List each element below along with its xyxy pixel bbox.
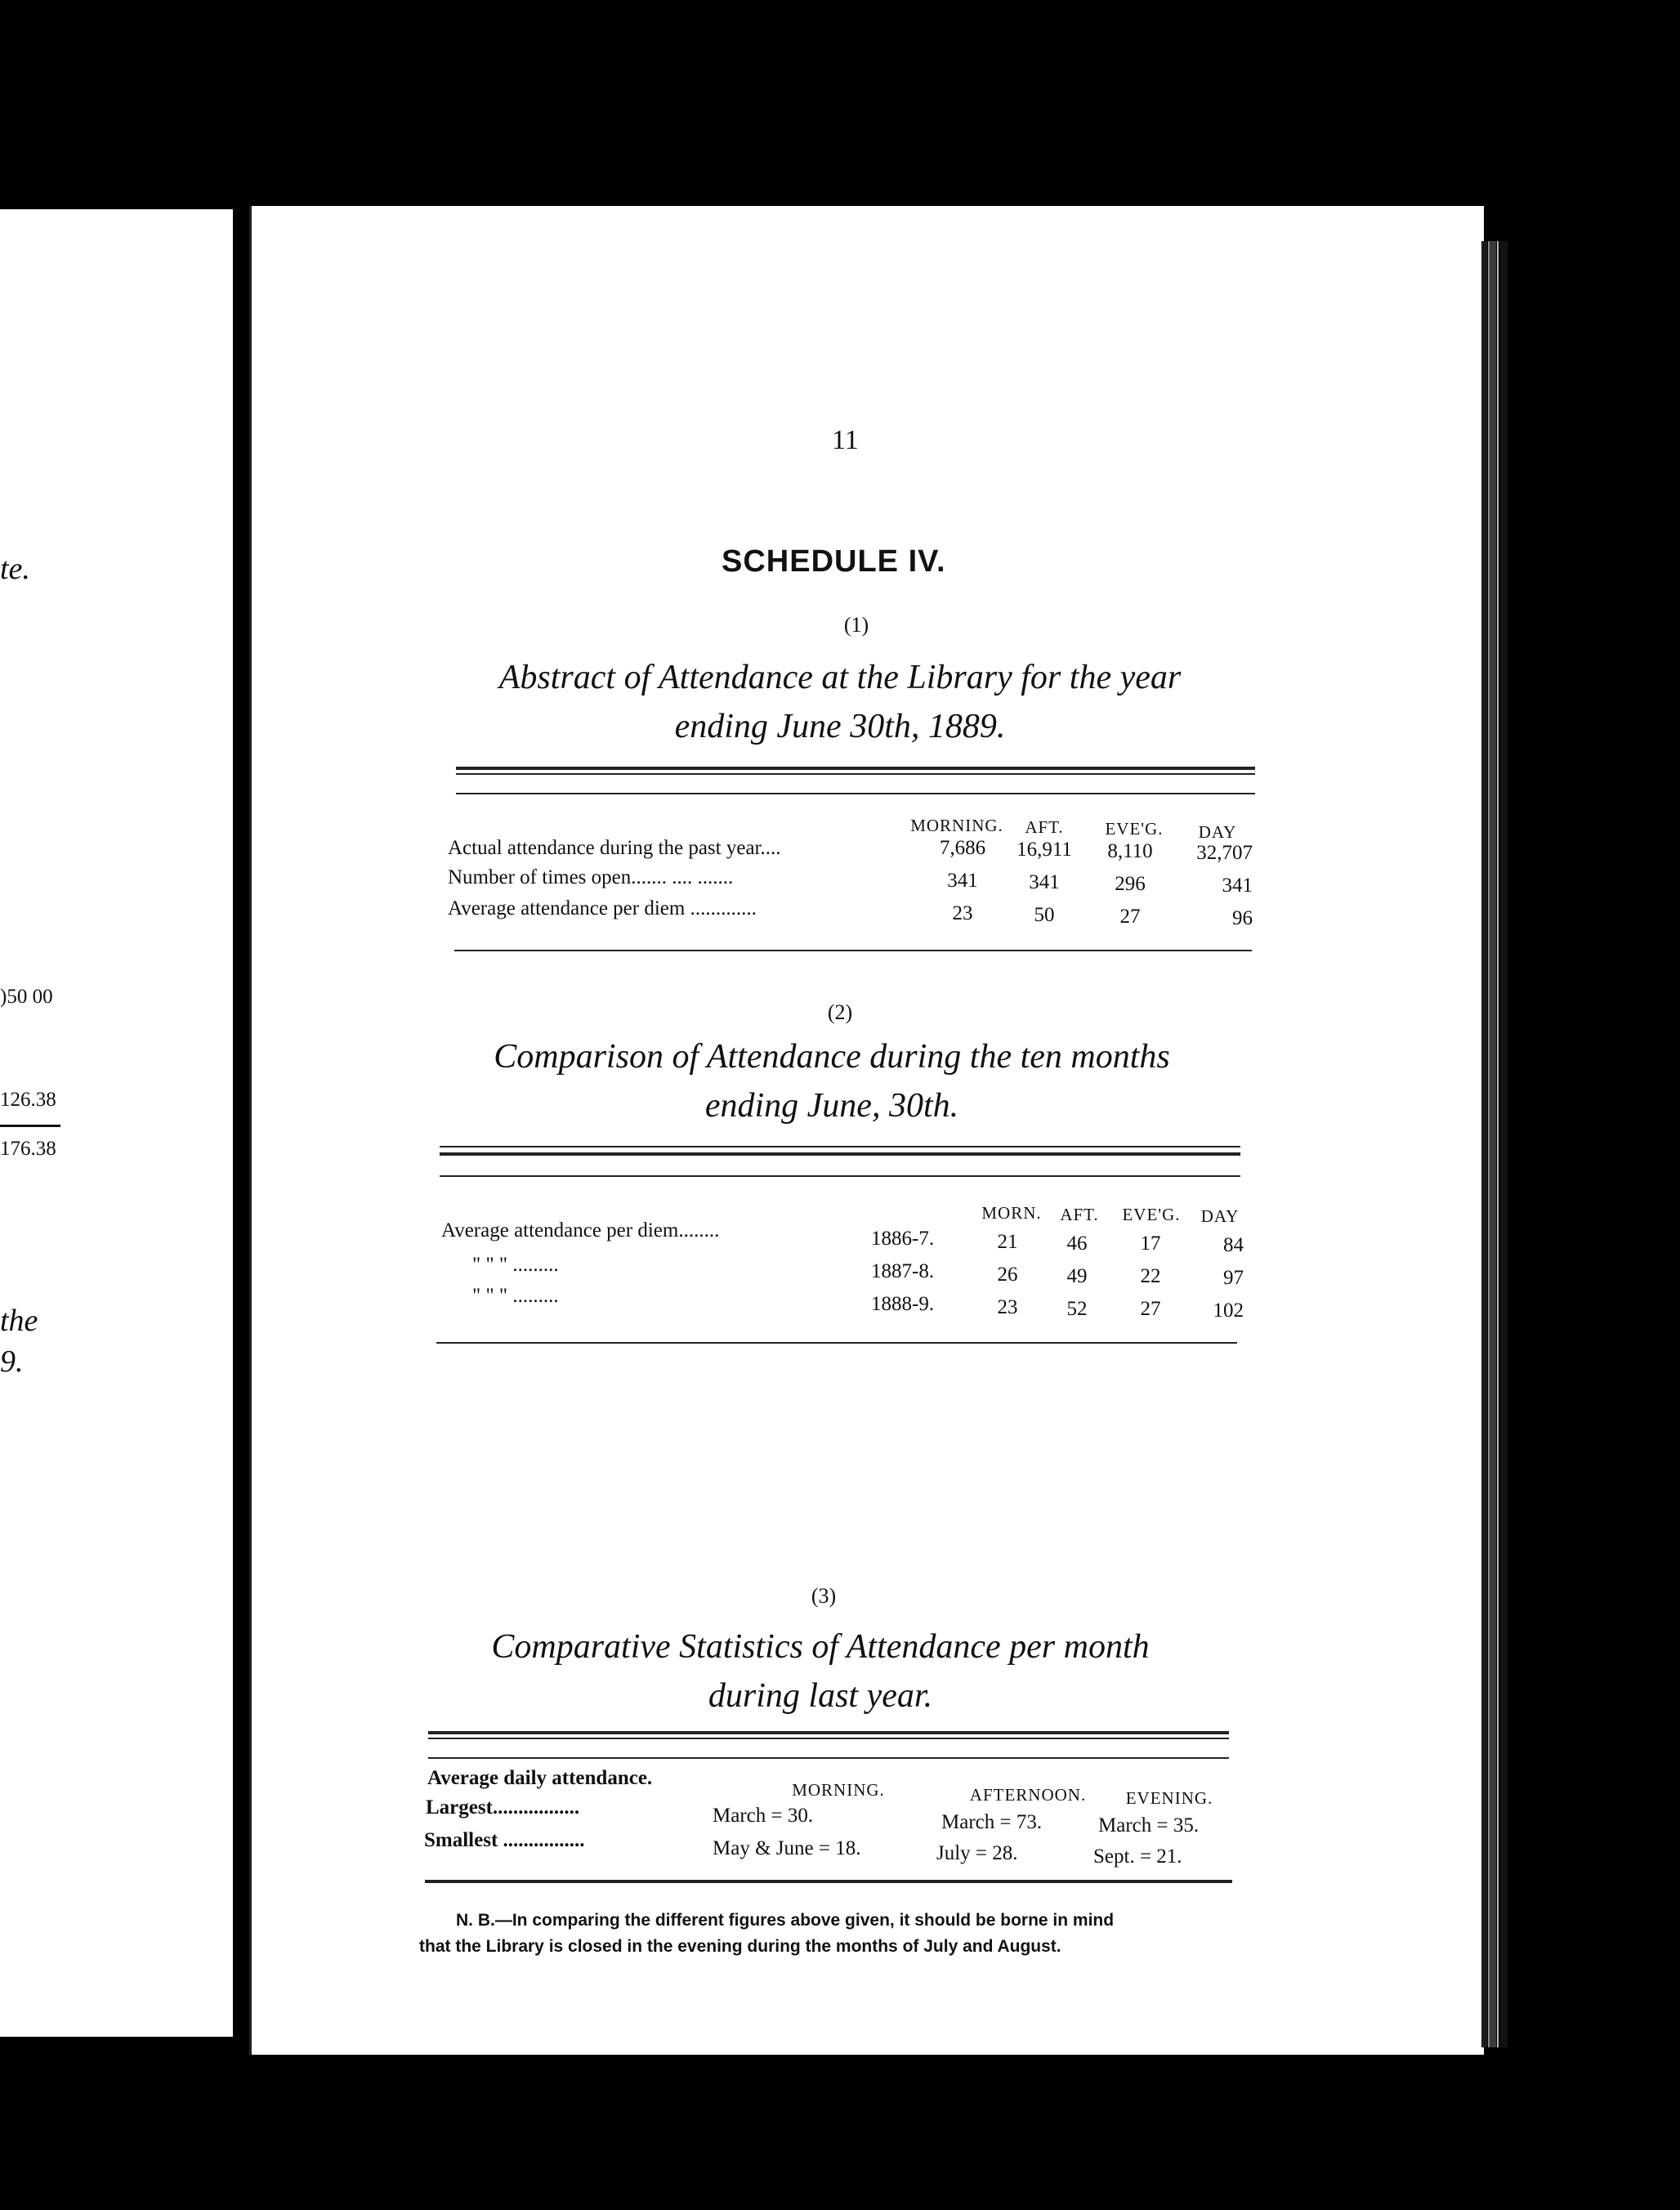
section2-number: (2): [827, 1000, 853, 1024]
section1-cell: 341: [1029, 871, 1060, 893]
book-spine-edge: [1497, 241, 1499, 2047]
section3-cell: July = 28.: [936, 1842, 1018, 1864]
section3-bottom-rule: [425, 1880, 1232, 1883]
right-page: [249, 206, 1484, 2055]
section2-row-year: 1888-9.: [871, 1293, 935, 1315]
section2-cell: 102: [1213, 1300, 1244, 1322]
section2-cell: 27: [1140, 1298, 1161, 1320]
section3-cell: March = 30.: [713, 1805, 814, 1827]
section3-number: (3): [811, 1584, 837, 1608]
section2-cell: 17: [1140, 1232, 1161, 1255]
schedule-heading: SCHEDULE IV.: [722, 544, 946, 579]
section2-row-year: 1887-8.: [871, 1260, 935, 1282]
section1-cell: 8,110: [1107, 840, 1153, 862]
section2-row-label: " " " .........: [472, 1285, 559, 1307]
section1-number: (1): [843, 613, 869, 637]
book-spine-edge: [1490, 241, 1496, 2047]
section2-row-label: " " " .........: [472, 1254, 559, 1276]
page-number: 11: [832, 425, 859, 455]
book-spine-edge: [1481, 241, 1487, 2047]
section2-cell: 22: [1140, 1265, 1161, 1287]
section3-top-rule: [428, 1738, 1229, 1739]
section2-top-rule: [440, 1175, 1240, 1177]
section1-top-rule: [456, 793, 1255, 794]
section1-cell: 341: [1222, 875, 1253, 897]
section1-bottom-rule: [454, 950, 1252, 951]
section1-row-label: Average attendance per diem .............: [448, 897, 757, 919]
section3-cell: March = 35.: [1098, 1814, 1200, 1836]
left-fragment-text: te.: [0, 552, 30, 586]
section1-title-line2: ending June 30th, 1889.: [674, 708, 1006, 745]
section3-cell: May & June = 18.: [713, 1837, 861, 1859]
section2-col-aft: AFT.: [1060, 1205, 1099, 1224]
section1-cell: 50: [1034, 904, 1055, 926]
section3-col-morning: MORNING.: [792, 1780, 885, 1800]
section3-cell: March = 73.: [941, 1811, 1043, 1833]
section2-cell: 23: [997, 1296, 1018, 1318]
section1-cell: 23: [952, 902, 973, 924]
left-page-fragment: [0, 209, 233, 2037]
section2-title-line2: ending June, 30th.: [704, 1087, 959, 1125]
section2-cell: 26: [997, 1264, 1018, 1286]
nota-bene-line1: N. B.—In comparing the different figures above given, it should be borne in mind: [456, 1911, 1115, 1930]
section2-row-label: Average attendance per diem........: [441, 1219, 720, 1241]
section1-top-rule: [456, 767, 1255, 770]
left-fragment-rule: [0, 1125, 60, 1127]
section1-cell: 16,911: [1016, 839, 1072, 861]
section3-row-label: Smallest ................: [424, 1829, 585, 1851]
book-spine-edge: [1499, 241, 1508, 2047]
section3-cell: Sept. = 21.: [1093, 1845, 1182, 1868]
section1-col-morning: MORNING.: [910, 816, 1003, 835]
section2-cell: 52: [1066, 1298, 1088, 1320]
nota-bene-line2: that the Library is closed in the evening during the months of July and August.: [419, 1937, 1061, 1956]
section1-row-label: Actual attendance during the past year....: [448, 837, 781, 859]
section1-cell: 27: [1119, 906, 1141, 928]
section3-top-rule: [428, 1731, 1229, 1734]
section2-cell: 97: [1223, 1267, 1244, 1289]
section2-col-morn: MORN.: [981, 1203, 1042, 1223]
section3-row-label: Largest.................: [426, 1796, 580, 1819]
section3-title-line1: Comparative Statistics of Attendance per month: [491, 1628, 1150, 1666]
section3-row-header: Average daily attendance.: [427, 1767, 653, 1789]
book-gutter: [233, 204, 249, 2043]
section2-bottom-rule: [436, 1342, 1237, 1344]
section2-title-line1: Comparison of Attendance during the ten months: [494, 1038, 1170, 1076]
section1-cell: 296: [1115, 873, 1146, 895]
section1-cell: 96: [1232, 907, 1253, 929]
section3-title-line2: during last year.: [708, 1677, 933, 1715]
section3-col-evening: EVENING.: [1125, 1788, 1213, 1808]
left-fragment-text: 9.: [0, 1344, 24, 1379]
left-fragment-number: )50 00: [0, 986, 53, 1008]
section1-cell: 7,686: [939, 837, 986, 859]
section2-col-eveg: EVE'G.: [1122, 1205, 1181, 1224]
section1-title-line1: Abstract of Attendance at the Library for the year: [498, 659, 1182, 696]
left-fragment-number: 176.38: [0, 1138, 56, 1160]
section2-cell: 21: [997, 1231, 1018, 1253]
left-fragment-text: the: [0, 1304, 38, 1338]
section1-col-day: DAY: [1198, 822, 1237, 842]
section1-cell: 341: [947, 870, 978, 892]
section2-row-year: 1886-7.: [871, 1228, 935, 1250]
section2-cell: 46: [1066, 1232, 1088, 1255]
section2-cell: 49: [1066, 1265, 1088, 1287]
section2-col-day: DAY: [1200, 1206, 1240, 1226]
section1-col-eveg: EVE'G.: [1105, 819, 1164, 839]
section1-row-label: Number of times open....... .... .......: [448, 866, 734, 888]
section2-top-rule: [440, 1152, 1240, 1156]
section3-col-afternoon: AFTERNOON.: [969, 1785, 1087, 1805]
left-fragment-number: 126.38: [0, 1089, 56, 1111]
section2-cell: 84: [1223, 1234, 1244, 1256]
section2-top-rule: [440, 1146, 1240, 1148]
section1-top-rule: [456, 773, 1255, 775]
section1-cell: 32,707: [1196, 842, 1253, 864]
section3-top-rule: [428, 1757, 1229, 1759]
section1-col-aft: AFT.: [1025, 817, 1064, 837]
